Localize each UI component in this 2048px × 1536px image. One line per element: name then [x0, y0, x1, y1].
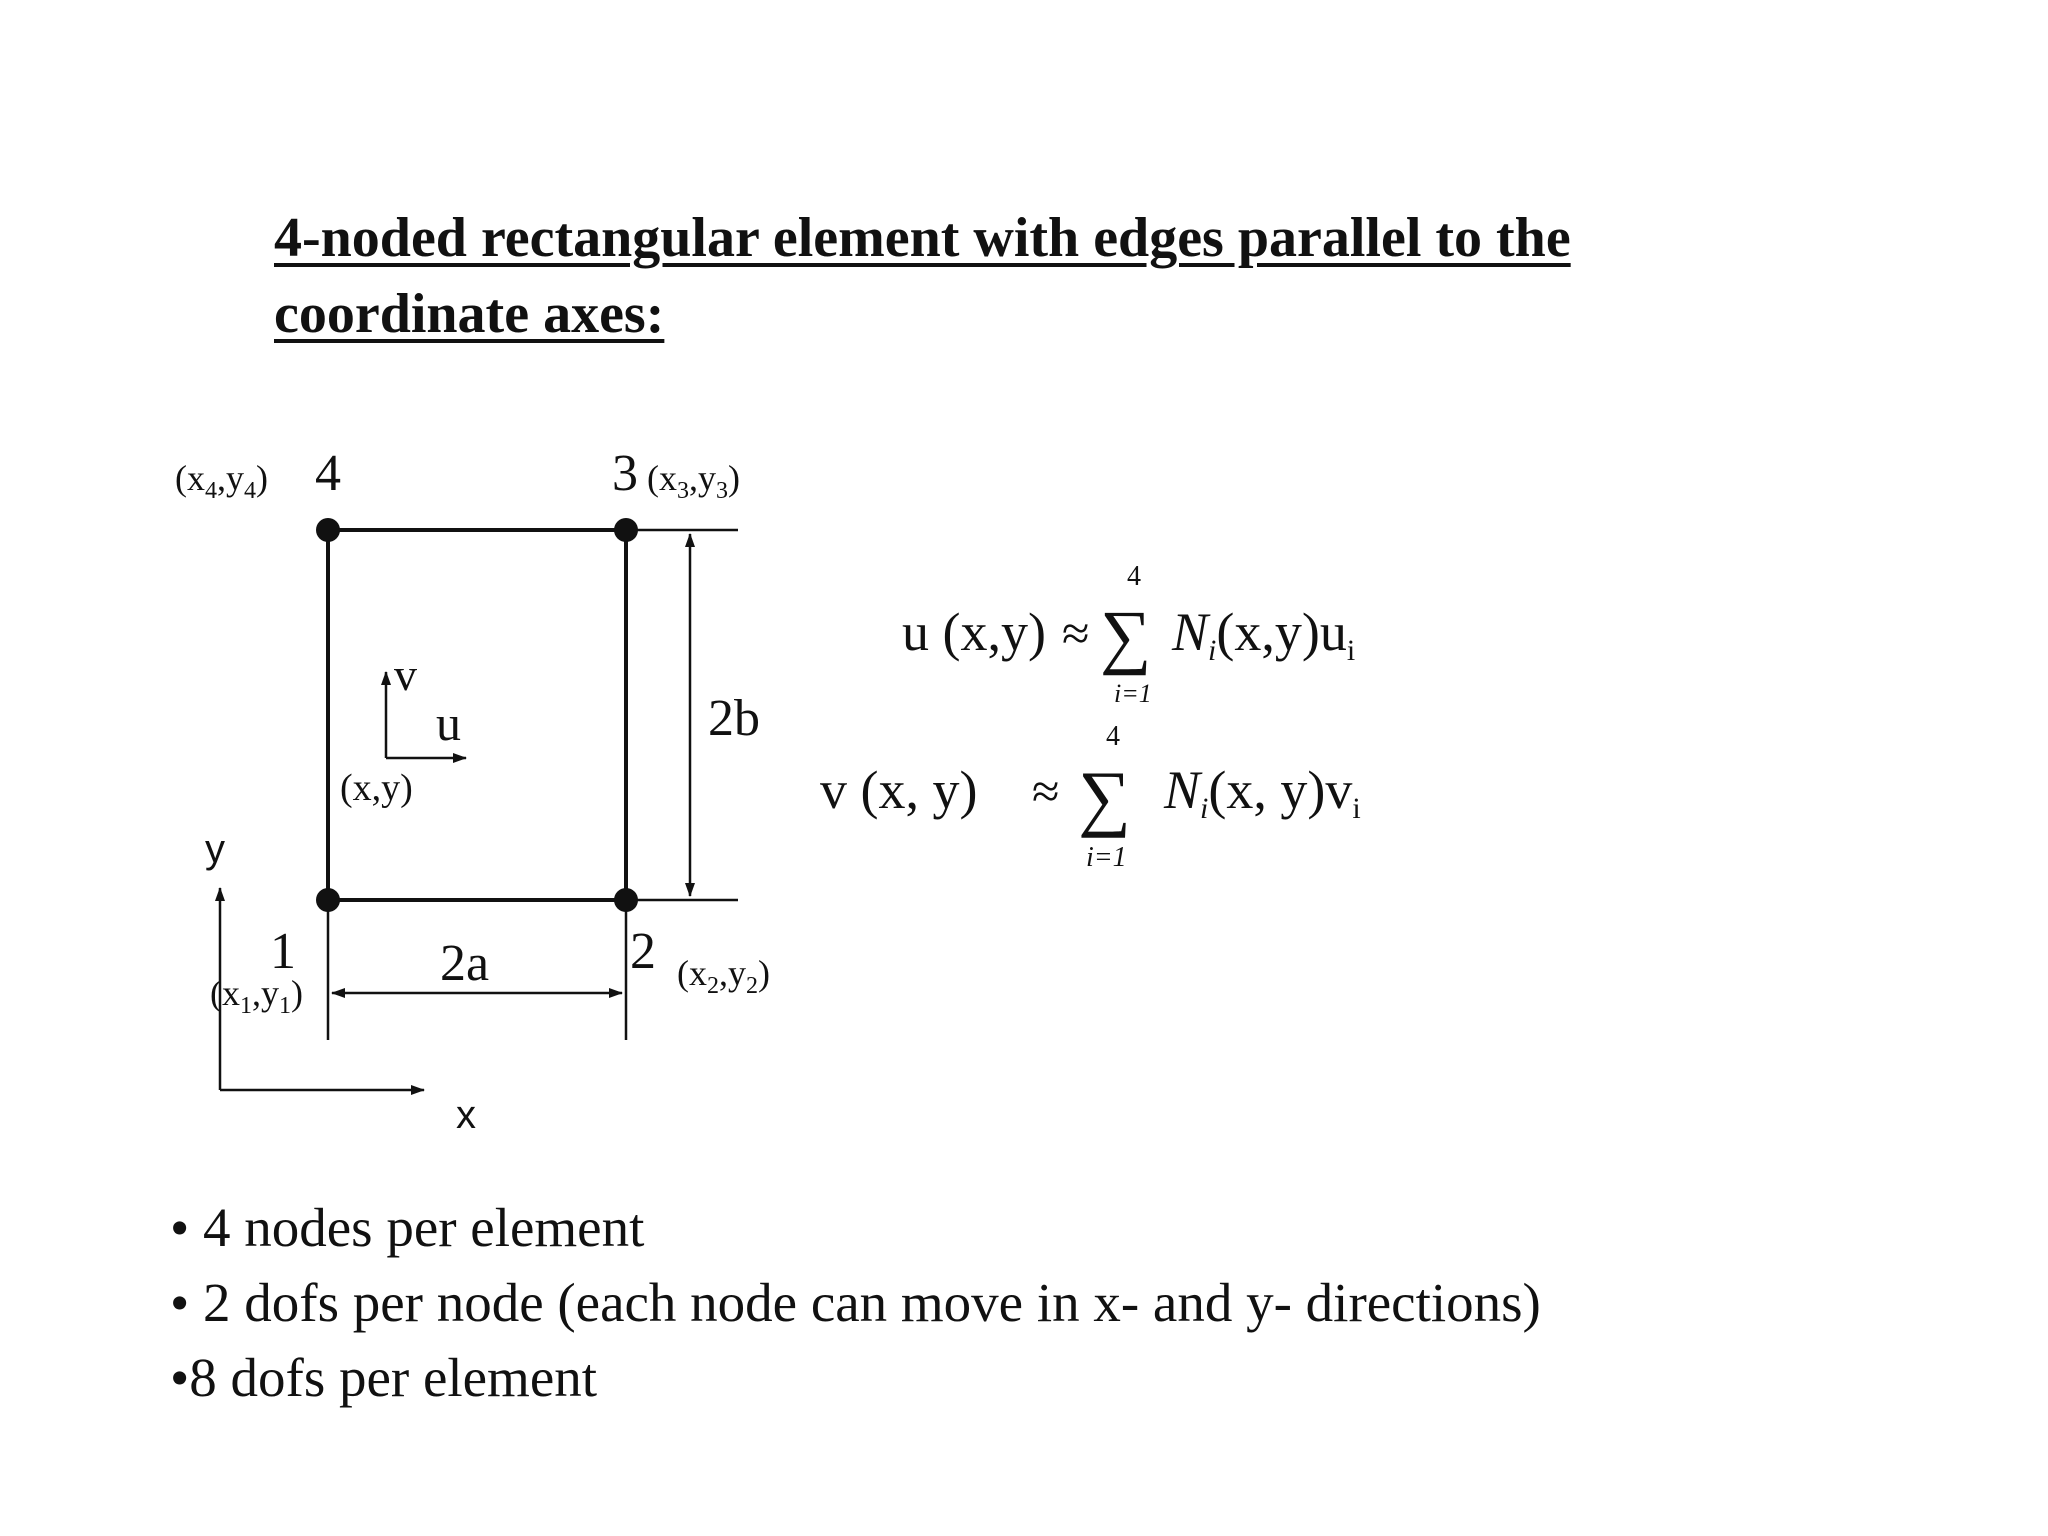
eq-u-sum-lower: i=1 [1114, 679, 1152, 708]
node-coord-4: $(x_4,y_4)$ [175, 458, 268, 504]
local-v-label: v [394, 649, 417, 700]
node-dot-1 [316, 888, 340, 912]
eq-v-sum-lower: i=1 [1086, 842, 1127, 873]
eq-v-lhs: v (x, y) [820, 760, 978, 820]
eq-u-sum-symbol: ∑ [1100, 596, 1152, 676]
element-rectangle [328, 530, 626, 900]
node-coord-2: $(x_2,y_2)$ [677, 953, 770, 999]
node-coord-3: $(x_3,y_3)$ [647, 458, 740, 504]
node-dot-2 [614, 888, 638, 912]
global-x-label: x [456, 1093, 476, 1137]
eq-v-rhs: Ni(x, y)vi [1164, 760, 1361, 825]
width-dimension-label: 2a [440, 935, 490, 992]
eq-u-sum-upper: 4 [1127, 561, 1141, 592]
title-line-1: 4-noded rectangular element with edges parallel to the [274, 207, 1571, 269]
bullet-item: • 2 dofs per node (each node can move in x- and y- directions) [170, 1272, 1541, 1333]
node-number-1: 1 [270, 923, 296, 980]
eq-u-approx: ≈ [1062, 605, 1090, 661]
eq-u-rhs: Ni(x,y)ui [1172, 602, 1356, 667]
node-number-4: 4 [315, 445, 341, 502]
eq-u-lhs: u (x,y) [902, 602, 1046, 662]
node-dot-3 [614, 518, 638, 542]
global-y-label: y [205, 827, 225, 871]
local-point-coord: (x,y) [340, 767, 413, 809]
local-u-label: u [436, 695, 461, 751]
eq-v-sum-symbol: ∑ [1078, 757, 1131, 839]
node-coord-1: $(x_1,y_1)$ [210, 973, 303, 1019]
node-number-3: 3 [612, 445, 638, 502]
bullet-item: • 4 nodes per element [170, 1197, 645, 1258]
eq-v-sum-upper: 4 [1106, 721, 1120, 752]
height-dimension-label: 2b [708, 690, 760, 747]
bullet-list [170, 1190, 1541, 1415]
equation-u [902, 561, 1355, 708]
node-number-2: 2 [630, 923, 656, 980]
equation-v [820, 721, 1361, 873]
bullet-item: •8 dofs per element [170, 1347, 598, 1408]
title-line-2: coordinate axes: [274, 283, 665, 345]
node-dot-4 [316, 518, 340, 542]
eq-v-approx: ≈ [1032, 763, 1060, 819]
